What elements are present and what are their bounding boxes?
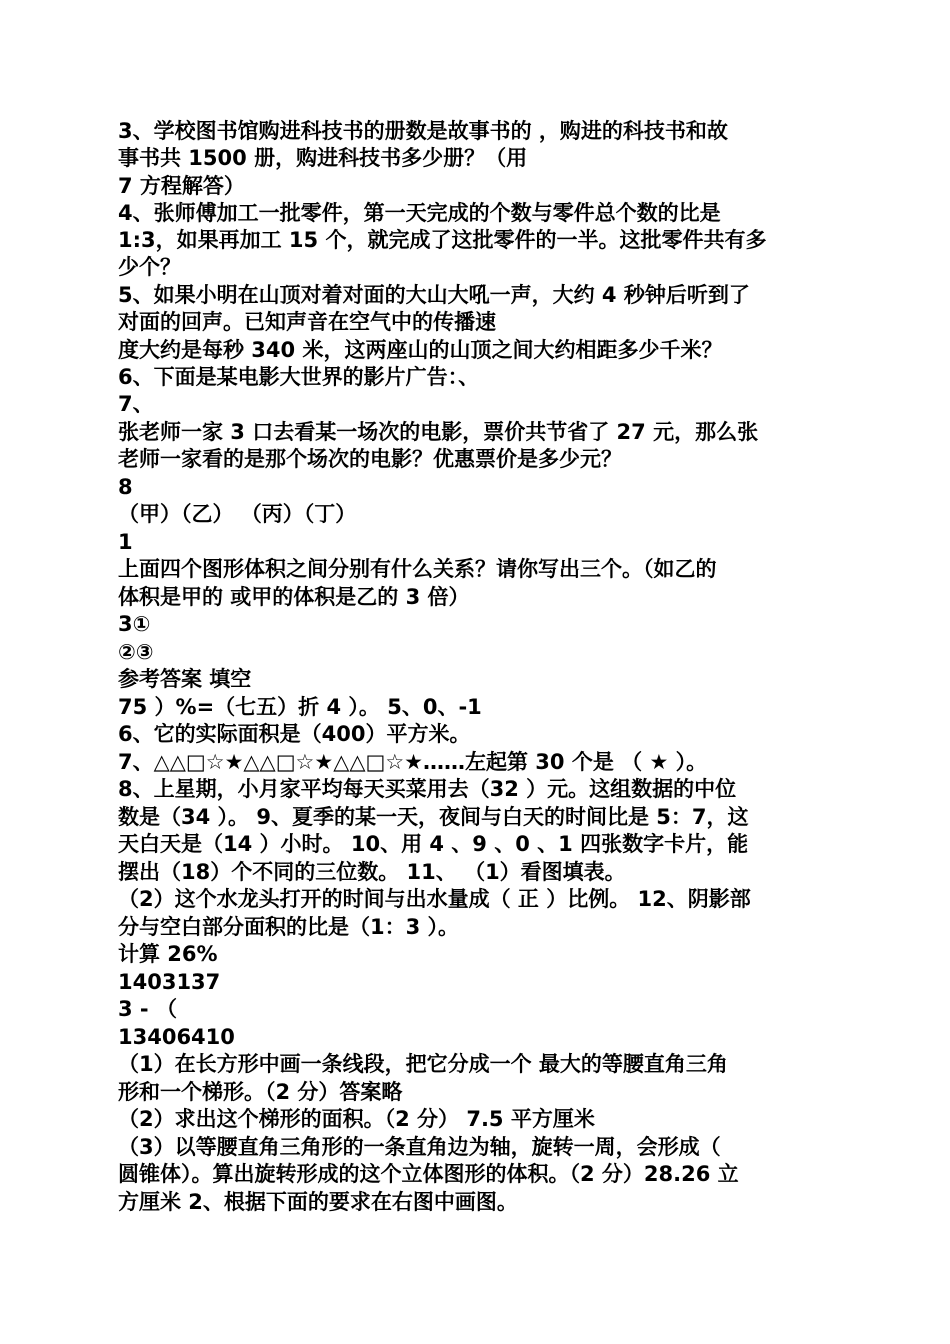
text-line-q6: 6、下面是某电影大世界的影片广告：、 [118, 365, 480, 389]
text-line-q4a: 4、张师傅加工一批零件，第一天完成的个数与零件总个数的比是 [118, 201, 721, 225]
text-line-calc-1: 1403137 [118, 970, 221, 994]
text-line-calc-2: 3 - （ [118, 997, 177, 1021]
text-line-answer-9: 天白天是（14 ）小时。 10、用 4 、9 、0 、1 四张数字卡片，能 [118, 832, 749, 856]
text-line-draw-3b: 圆锥体）。算出旋转形成的这个立体图形的体积。（2 分）28.26 立 [118, 1162, 739, 1186]
text-line-volume-question-a: 上面四个图形体积之间分别有什么关系？请你写出三个。（如乙的 [118, 557, 717, 581]
text-line-draw-1a: （1）在长方形中画一条线段，把它分成一个 最大的等腰直角三角 [118, 1052, 728, 1076]
text-line-q5c: 度大约是每秒 340 米，这两座山的山顶之间大约相距多少千米？ [118, 338, 723, 362]
text-line-q7: 7、 [118, 392, 154, 416]
text-line-q4c: 少个？ [118, 255, 181, 279]
text-line-q7a: 张老师一家 3 口去看某一场次的电影，票价共节省了 27 元，那么张 [118, 420, 759, 444]
text-line-answer-12: 分与空白部分面积的比是（1：3 ）。 [118, 915, 460, 939]
answer-heading: 参考答案 填空 [118, 667, 252, 691]
text-line-answer-10: 摆出（18）个不同的三位数。 11、 （1）看图填表。 [118, 860, 626, 884]
text-line-circled-1: 3① [118, 612, 151, 636]
text-line-1: 1 [118, 530, 133, 554]
text-line-q5b: 对面的回声。已知声音在空气中的传播速 [118, 310, 496, 334]
text-line-figure-labels: （甲）（乙） （丙）（丁） [118, 502, 357, 526]
text-line-answer-8a: 8、上星期，小月家平均每天买菜用去（32 ）元。这组数据的中位 [118, 777, 737, 801]
text-line-answer-11: （2）这个水龙头打开的时间与出水量成（ 正 ）比例。 12、阴影部 [118, 887, 751, 911]
text-line-answer-6: 6、它的实际面积是（400）平方米。 [118, 722, 471, 746]
text-line-draw-2: （2）求出这个梯形的面积。（2 分） 7.5 平方厘米 [118, 1107, 595, 1131]
text-line-draw-1b: 形和一个梯形。（2 分）答案略 [118, 1080, 403, 1104]
text-line-q8: 8 [118, 475, 133, 499]
text-line-answer-8b: 数是（34 ）。 9、夏季的某一天，夜间与白天的时间比是 5：7，这 [118, 805, 749, 829]
text-line-answer-5: 75 ）%=（七五）折 4 ）。 5、0、-1 [118, 695, 482, 719]
text-line-q4b: 1:3，如果再加工 15 个，就完成了这批零件的一半。这批零件共有多 [118, 228, 767, 252]
text-line-q3c: 7 方程解答） [118, 174, 245, 198]
text-line-q3a: 3、学校图书馆购进科技书的册数是故事书的 ，购进的科技书和故 [118, 119, 728, 143]
text-line-q3b: 事书共 1500 册，购进科技书多少册？（用 [118, 146, 528, 170]
text-line-q5a: 5、如果小明在山顶对着对面的大山大吼一声，大约 4 秒钟后听到了 [118, 283, 750, 307]
text-line-answer-7: 7、△△□☆★△△□☆★△△□☆★……左起第 30 个是 （ ★ ）。 [118, 750, 708, 774]
text-line-draw-3a: （3）以等腰直角三角形的一条直角边为轴，旋转一周，会形成（ [118, 1135, 721, 1159]
text-line-calc-3: 13406410 [118, 1025, 235, 1049]
text-line-circled-2-3: ②③ [118, 640, 154, 664]
text-line-draw-3c: 方厘米 2、根据下面的要求在右图中画图。 [118, 1190, 518, 1214]
text-line-volume-question-b: 体积是甲的 或甲的体积是乙的 3 倍） [118, 585, 470, 609]
text-line-calc-heading: 计算 26% [118, 942, 218, 966]
text-line-q7b: 老师一家看的是那个场次的电影？优惠票价是多少元？ [118, 447, 622, 471]
